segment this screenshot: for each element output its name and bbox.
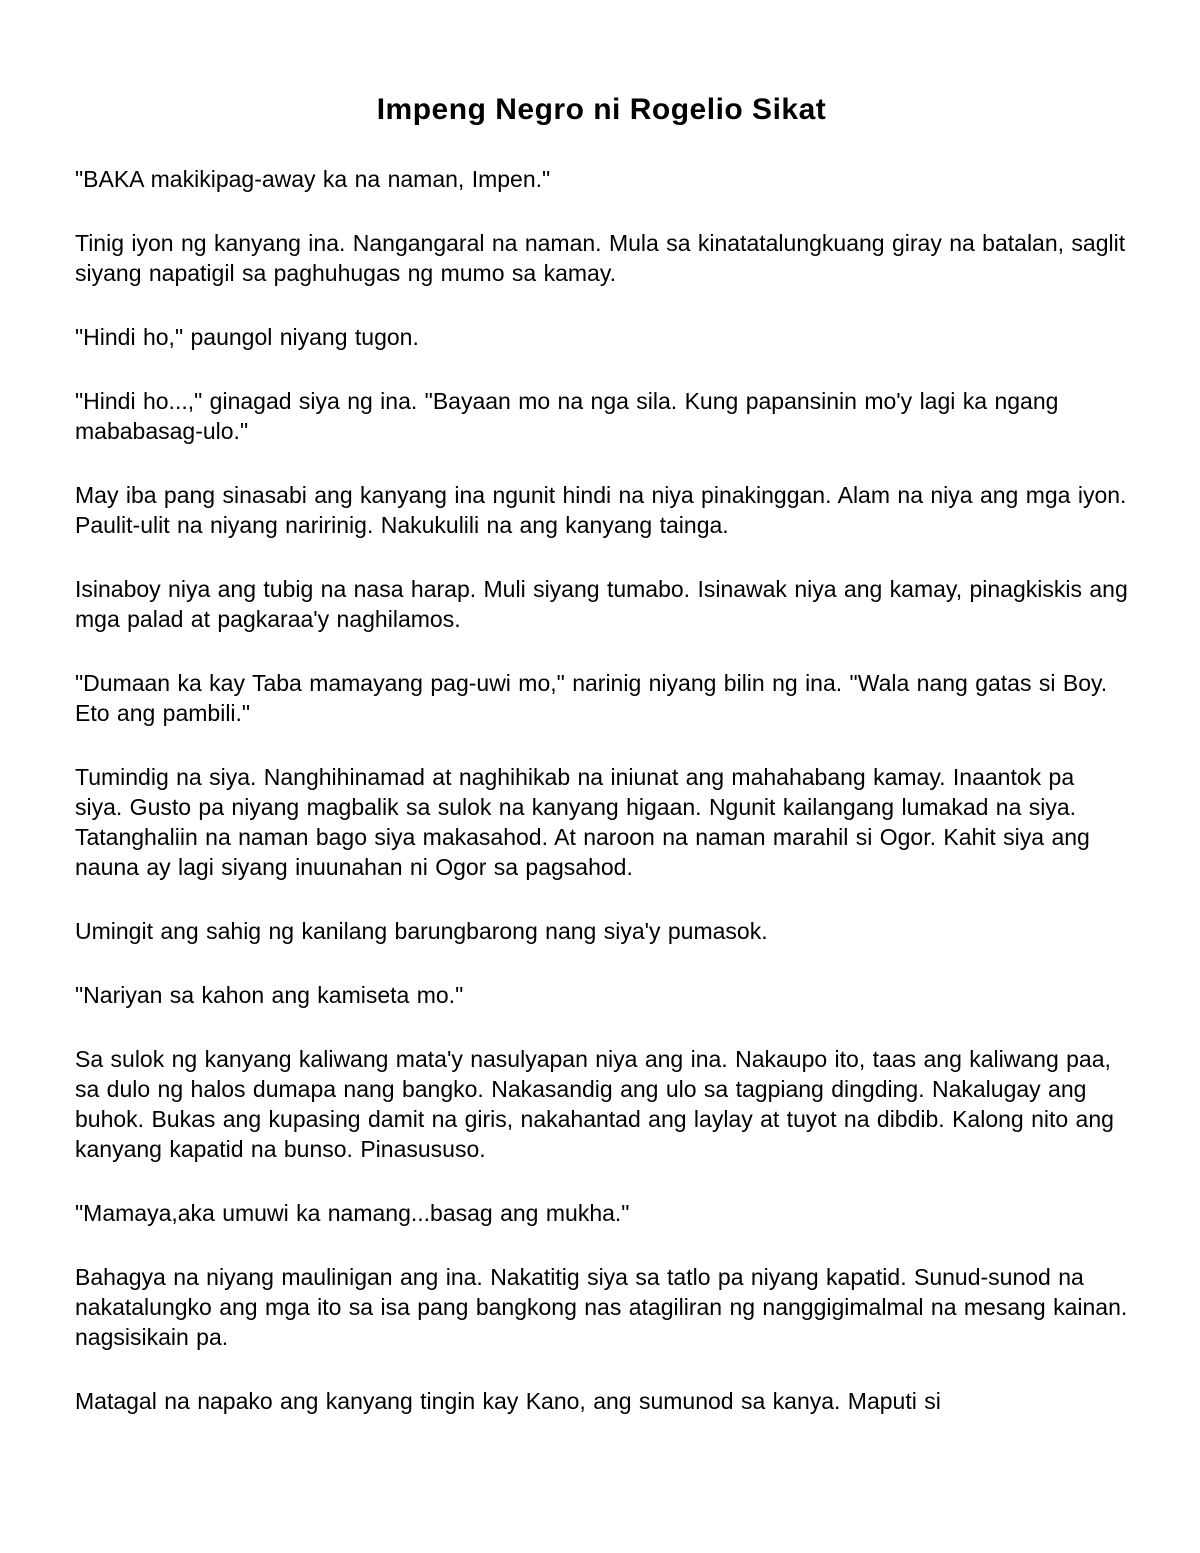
story-paragraph: "BAKA makikipag-away ka na naman, Impen." xyxy=(75,166,551,192)
story-paragraph: "Nariyan sa kahon ang kamiseta mo." xyxy=(75,982,464,1008)
story-paragraph: Sa sulok ng kanyang kaliwang mata'y nasulyapan niya ang ina. Nakaupo ito, taas ang kaliwang paa, sa dulo ng halos dumapa nang bangko. Nakasandig ang ulo sa tagpiang dingding. Nakalugay ang buhok. Bukas ang kupasing damit na giris, nakahantad ang laylay at tuyot na dibdib. Kalong nito ang kanyang kapatid na bunso. Pinasususo. xyxy=(75,1046,1114,1162)
story-paragraph: May iba pang sinasabi ang kanyang ina ngunit hindi na niya pinakinggan. Alam na niya ang mga iyon. Paulit-ulit na niyang naririnig. Nakukulili na ang kanyang tainga. xyxy=(75,482,1127,538)
story-paragraph: Umingit ang sahig ng kanilang barungbarong nang siya'y pumasok. xyxy=(75,918,768,944)
story-paragraph: Tumindig na siya. Nanghihinamad at naghihikab na iniunat ang mahahabang kamay. Inaantok pa siya. Gusto pa niyang magbalik sa sulok na kanyang higaan. Ngunit kailangang lumakad na siya. Tatanghaliin na naman bago siya makasahod. At naroon na naman marahil si Ogor. Kahit siya ang nauna ay lagi siyang inuunahan ni Ogor sa pagsahod. xyxy=(75,764,1090,880)
story-paragraph: "Hindi ho," paungol niyang tugon. xyxy=(75,324,419,350)
story-paragraph: "Dumaan ka kay Taba mamayang pag-uwi mo," narinig niyang bilin ng ina. "Wala nang gatas si Boy. Eto ang pambili." xyxy=(75,670,1108,726)
story-paragraph: Bahagya na niyang maulinigan ang ina. Nakatitig siya sa tatlo pa niyang kapatid. Sunud-sunod na nakatalungko ang mga ito sa isa pang bangkong nas atagiliran ng nanggigimalmal na mesang kainan. nagsisikain pa. xyxy=(75,1264,1128,1350)
story-paragraph: Isinaboy niya ang tubig na nasa harap. Muli siyang tumabo. Isinawak niya ang kamay, pinagkiskis ang mga palad at pagkaraa'y naghilamos. xyxy=(75,576,1128,632)
story-paragraph: Matagal na napako ang kanyang tingin kay Kano, ang sumunod sa kanya. Maputi si xyxy=(75,1388,941,1414)
story-paragraph: Tinig iyon ng kanyang ina. Nangangaral na naman. Mula sa kinatatalungkuang giray na batalan, saglit siyang napatigil sa paghuhugas ng mumo sa kamay. xyxy=(75,230,1126,286)
story-paragraph: "Hindi ho...," ginagad siya ng ina. "Bayaan mo na nga sila. Kung papansinin mo'y lagi ka ngang mababasag-ulo." xyxy=(75,388,1059,444)
story-paragraph: "Mamaya,aka umuwi ka namang...basag ang mukha." xyxy=(75,1200,630,1226)
page-title: Impeng Negro ni Rogelio Sikat xyxy=(376,93,827,126)
